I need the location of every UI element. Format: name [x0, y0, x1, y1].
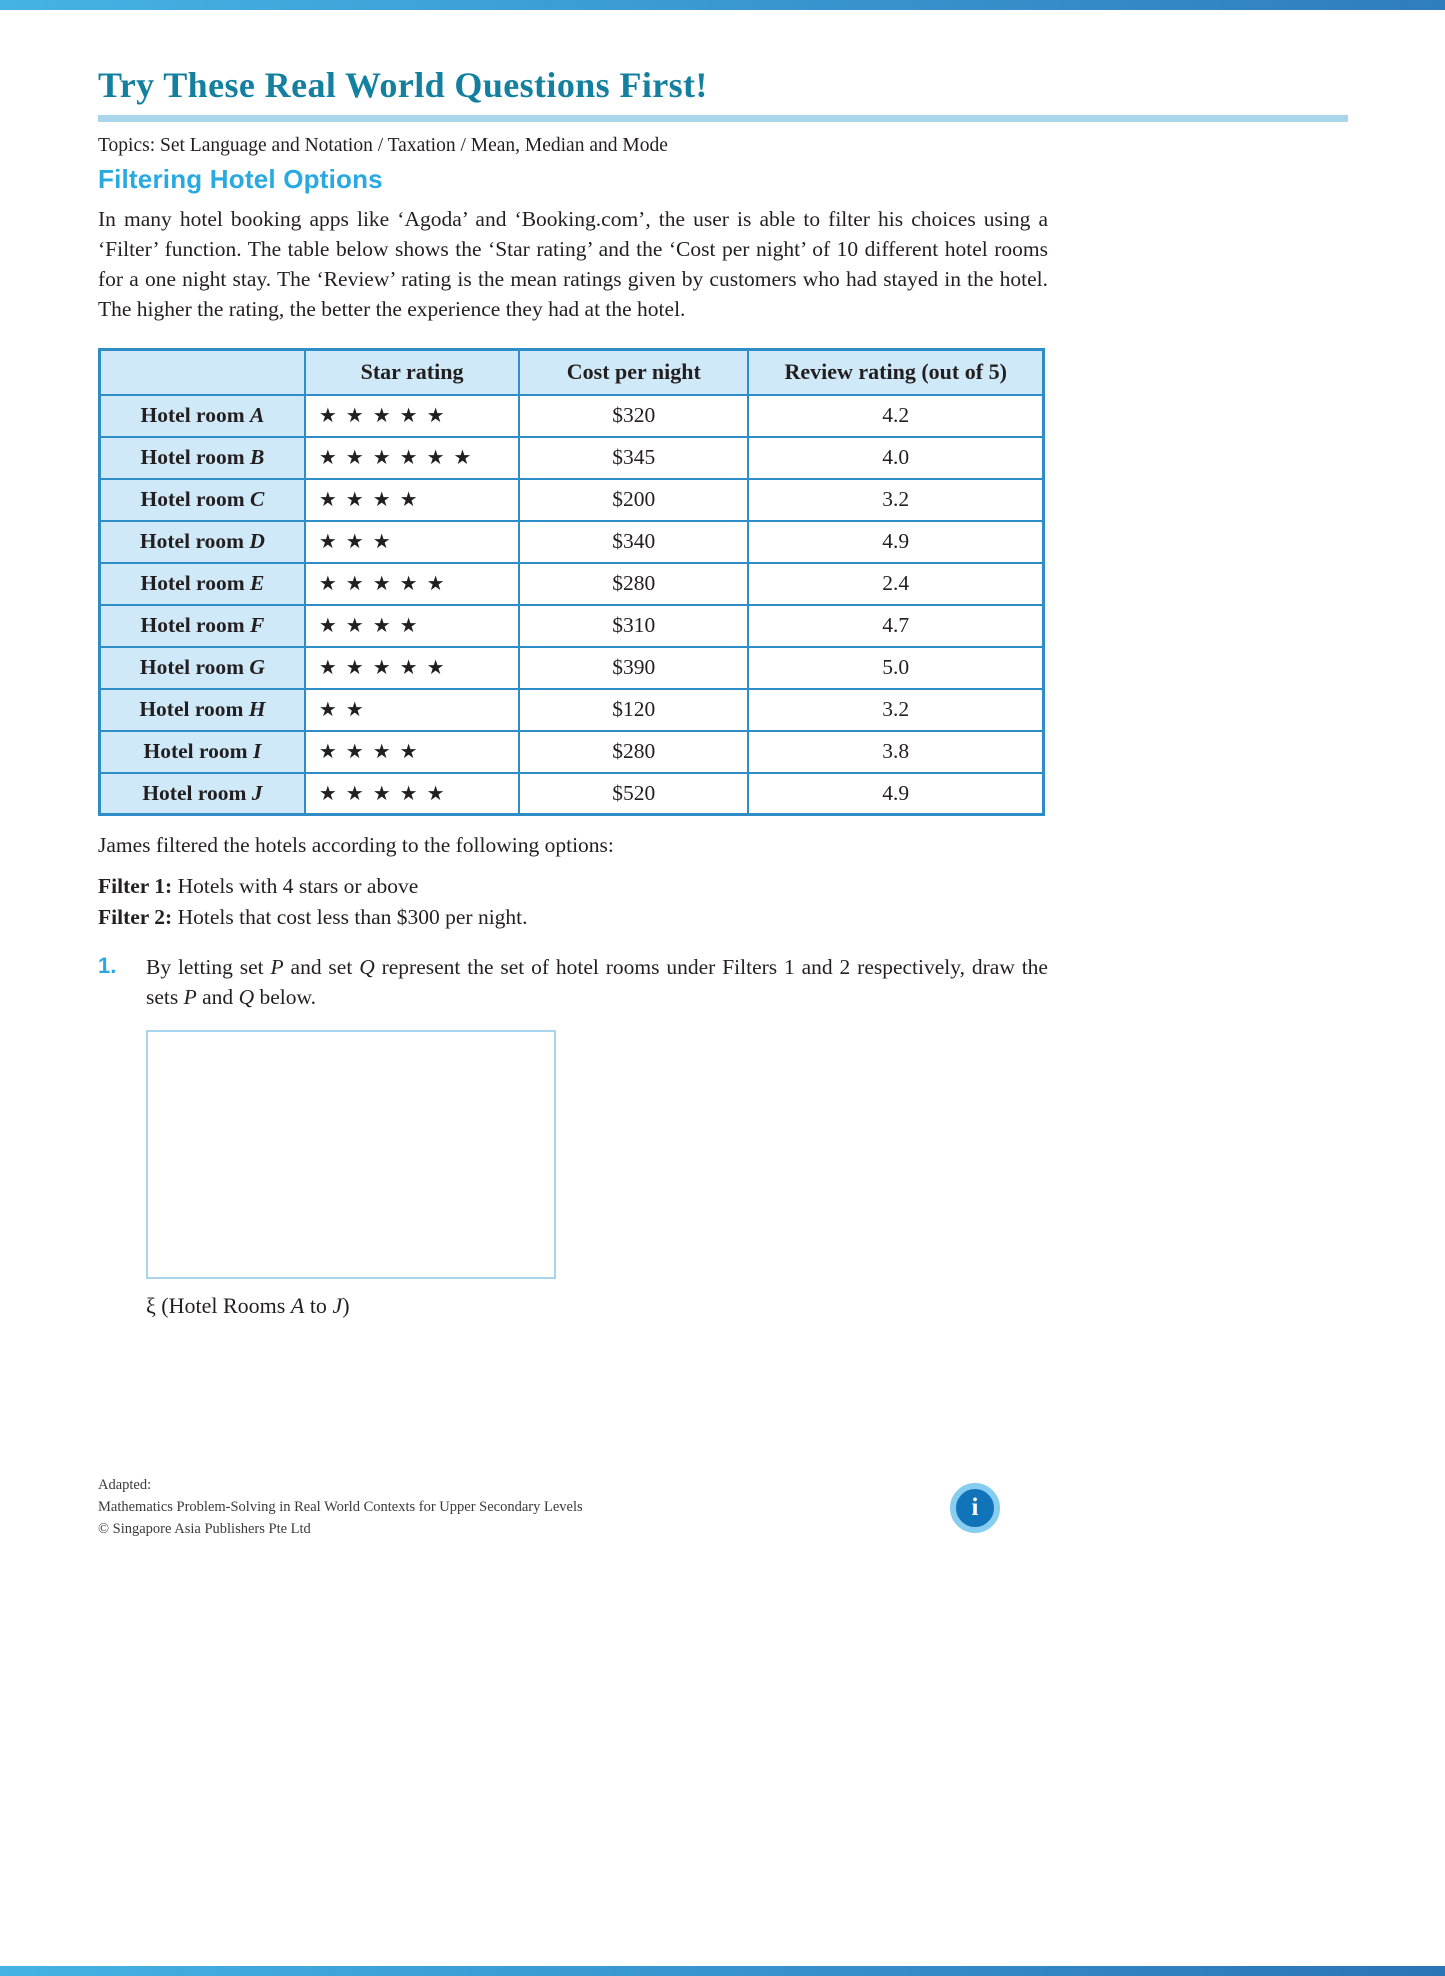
hotel-row-D	[100, 521, 1044, 563]
footer-copyright-line: © Singapore Asia Publishers Pte Ltd	[98, 1520, 311, 1537]
room-label-I	[100, 731, 305, 773]
hotel-row-E	[100, 563, 1044, 605]
hotel-table-head	[100, 350, 1044, 395]
filter-1	[98, 871, 1048, 902]
hotel-row-A	[100, 395, 1044, 437]
section-title: Filtering Hotel Options	[98, 164, 383, 194]
cost-H: $120	[519, 689, 748, 731]
filter-2-text: Hotels that cost less than $300 per night.	[172, 905, 528, 929]
text-segment: represent the set of hotel rooms under Filters 1 and 2 respectively, draw the sets	[146, 955, 1048, 1009]
text-segment: and set	[283, 955, 360, 979]
table-header-blank	[100, 350, 305, 395]
text-segment: Q	[359, 955, 375, 979]
room-label-D	[100, 521, 305, 563]
room-letter: D	[249, 529, 265, 553]
hotel-row-J	[100, 773, 1044, 815]
text-segment: J	[332, 1293, 343, 1318]
room-label-text: Hotel room	[140, 403, 250, 427]
room-label-text: Hotel room	[143, 739, 253, 763]
room-label-text: Hotel room	[140, 487, 250, 511]
review-B: 4.0	[748, 437, 1043, 479]
text-segment: ξ (Hotel Rooms	[146, 1293, 291, 1318]
title-underline-rule	[98, 115, 1348, 122]
footer-source-line: Mathematics Problem-Solving in Real World Contexts for Upper Secondary Levels	[98, 1498, 583, 1515]
logo-letter: i	[971, 1493, 979, 1521]
room-letter: C	[249, 487, 265, 511]
page-title: Try These Real World Questions First!	[98, 65, 708, 105]
filter-2	[98, 902, 1048, 933]
text-segment: By letting set	[146, 955, 271, 979]
answer-drawing-box	[146, 1030, 556, 1279]
question-text	[146, 952, 1048, 1012]
star-rating-J: ★ ★ ★ ★ ★	[305, 773, 519, 815]
cost-G: $390	[519, 647, 748, 689]
room-label-text: Hotel room	[140, 571, 250, 595]
table-header-review-rating-out-of-5-: Review rating (out of 5)	[748, 350, 1043, 395]
review-A: 4.2	[748, 395, 1043, 437]
filter-1-text: Hotels with 4 stars or above	[172, 874, 419, 898]
hotel-table-body	[100, 395, 1044, 815]
room-label-text: Hotel room	[140, 613, 250, 637]
footer-row	[98, 1475, 1000, 1540]
hotel-row-I	[100, 731, 1044, 773]
footer-adapted-label: Adapted:	[98, 1477, 152, 1493]
room-letter: J	[251, 780, 263, 805]
room-letter: I	[252, 739, 262, 763]
room-label-E	[100, 563, 305, 605]
publisher-logo	[950, 1483, 1000, 1533]
star-rating-F: ★ ★ ★ ★	[305, 605, 519, 647]
star-rating-B: ★ ★ ★ ★ ★ ★	[305, 437, 519, 479]
review-C: 3.2	[748, 479, 1043, 521]
topics-line: Topics: Set Language and Notation / Taxation / Mean, Median and Mode	[98, 135, 668, 156]
text-segment: A	[290, 1293, 305, 1318]
star-rating-E: ★ ★ ★ ★ ★	[305, 563, 519, 605]
cost-I: $280	[519, 731, 748, 773]
text-segment: below.	[254, 985, 316, 1009]
room-letter: F	[249, 613, 265, 637]
room-label-A	[100, 395, 305, 437]
review-F: 4.7	[748, 605, 1043, 647]
review-J: 4.9	[748, 773, 1043, 815]
star-rating-I: ★ ★ ★ ★	[305, 731, 519, 773]
question-number: 1.	[98, 953, 117, 978]
text-segment: P	[270, 955, 284, 979]
intro-paragraph: In many hotel booking apps like ‘Agoda’ and ‘Booking.com’, the user is able to filter his choices using a ‘Filter’ function. The table below shows the ‘Star rating’ and the ‘Cost per night’ of 10 different hotel rooms for a one night stay. The ‘Review’ rating is the mean ratings given by customers who had stayed in the hotel. The higher the rating, the better the experience they had at the hotel.	[98, 207, 1048, 321]
room-label-F	[100, 605, 305, 647]
hotel-row-F	[100, 605, 1044, 647]
cost-C: $200	[519, 479, 748, 521]
text-segment: P	[183, 985, 197, 1009]
filter-list	[98, 871, 1048, 933]
review-I: 3.8	[748, 731, 1043, 773]
room-label-G	[100, 647, 305, 689]
hotel-row-G	[100, 647, 1044, 689]
text-segment: Q	[238, 985, 255, 1009]
star-rating-A: ★ ★ ★ ★ ★	[305, 395, 519, 437]
cost-E: $280	[519, 563, 748, 605]
question-1	[98, 952, 1048, 1012]
hotel-table-header-row	[100, 350, 1044, 395]
hotel-row-C	[100, 479, 1044, 521]
room-letter: E	[249, 571, 265, 595]
filter-2-label: Filter 2:	[98, 905, 173, 929]
footer-credits	[98, 1475, 583, 1540]
room-letter: H	[248, 697, 266, 721]
cost-D: $340	[519, 521, 748, 563]
cost-B: $345	[519, 437, 748, 479]
room-letter: G	[249, 655, 265, 679]
filter-lead-text: James filtered the hotels according to the following options:	[98, 833, 614, 857]
star-rating-C: ★ ★ ★ ★	[305, 479, 519, 521]
cost-A: $320	[519, 395, 748, 437]
star-rating-G: ★ ★ ★ ★ ★	[305, 647, 519, 689]
hotel-table	[98, 348, 1045, 816]
text-segment: )	[342, 1293, 350, 1318]
room-label-C	[100, 479, 305, 521]
cost-J: $520	[519, 773, 748, 815]
cost-F: $310	[519, 605, 748, 647]
review-E: 2.4	[748, 563, 1043, 605]
table-header-cost-per-night: Cost per night	[519, 350, 748, 395]
star-rating-H: ★ ★	[305, 689, 519, 731]
room-label-H	[100, 689, 305, 731]
hotel-row-H	[100, 689, 1044, 731]
universal-set-caption	[146, 1293, 1048, 1319]
table-header-star-rating: Star rating	[305, 350, 519, 395]
text-segment: to	[304, 1293, 333, 1318]
filter-1-label: Filter 1:	[98, 874, 173, 898]
hotel-row-B	[100, 437, 1044, 479]
room-label-text: Hotel room	[139, 655, 250, 679]
page-content	[98, 0, 1048, 1319]
text-segment: and	[196, 985, 239, 1009]
star-rating-D: ★ ★ ★	[305, 521, 519, 563]
room-label-text: Hotel room	[140, 445, 250, 469]
room-label-text: Hotel room	[142, 780, 252, 805]
room-letter: A	[249, 403, 265, 427]
review-D: 4.9	[748, 521, 1043, 563]
room-label-B	[100, 437, 305, 479]
bottom-border-bar	[0, 1966, 1445, 1976]
room-label-J	[100, 773, 305, 815]
review-H: 3.2	[748, 689, 1043, 731]
room-label-text: Hotel room	[139, 529, 250, 553]
room-letter: B	[249, 445, 265, 469]
room-label-text: Hotel room	[139, 697, 249, 721]
review-G: 5.0	[748, 647, 1043, 689]
